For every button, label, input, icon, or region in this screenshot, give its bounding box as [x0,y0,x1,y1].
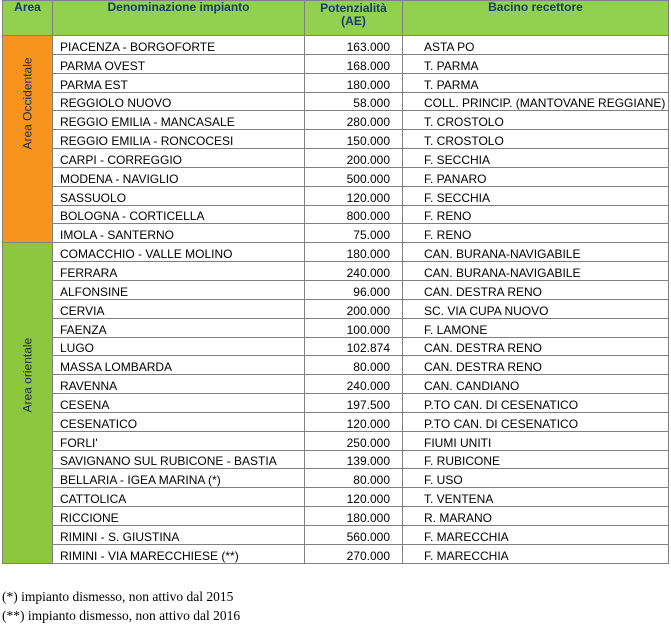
plant-basin: SC. VIA CUPA NUOVO [403,299,669,318]
plant-name: CESENA [53,394,305,413]
plant-basin: CAN. CANDIANO [403,375,669,394]
plant-capacity: 75.000 [305,224,403,243]
plant-capacity: 200.000 [305,299,403,318]
plant-basin: T. CROSTOLO [403,130,669,149]
plant-capacity: 120.000 [305,488,403,507]
plants-table [2,0,669,564]
header-area: Area [3,1,53,36]
plant-name: CATTOLICA [53,488,305,507]
plant-capacity: 180.000 [305,73,403,92]
plant-name: SASSUOLO [53,186,305,205]
table-row [3,450,669,469]
plant-name: CARPI - CORREGGIO [53,149,305,168]
plant-basin: F. MARECCHIA [403,544,669,563]
plant-name: REGGIO EMILIA - MANCASALE [53,111,305,130]
table-row [3,149,669,168]
table-row [3,205,669,224]
table-row [3,299,669,318]
plant-name: SAVIGNANO SUL RUBICONE - BASTIA [53,450,305,469]
plant-capacity: 560.000 [305,525,403,544]
table-row [3,525,669,544]
footnote: (**) impianto dismesso, non attivo dal 2016 [2,608,241,623]
plant-name: IMOLA - SANTERNO [53,224,305,243]
area-cell-occidentale [3,36,53,243]
table-row [3,186,669,205]
plant-basin: CAN. DESTRA RENO [403,337,669,356]
plant-basin: F. USO [403,469,669,488]
plant-capacity: 120.000 [305,186,403,205]
plant-name: RAVENNA [53,375,305,394]
plant-name: MODENA - NAVIGLIO [53,167,305,186]
plant-name: RICCIONE [53,507,305,526]
plant-basin: CAN. BURANA-NAVIGABILE [403,243,669,262]
plant-name: CERVIA [53,299,305,318]
plant-capacity: 280.000 [305,111,403,130]
footnotes [2,587,240,625]
table-row [3,318,669,337]
plant-name: MASSA LOMBARDA [53,356,305,375]
table-row [3,130,669,149]
table-row [3,280,669,299]
plant-capacity: 200.000 [305,149,403,168]
plant-name: BOLOGNA - CORTICELLA [53,205,305,224]
plant-basin: CAN. BURANA-NAVIGABILE [403,262,669,281]
plant-basin: F. RENO [403,205,669,224]
table-row [3,54,669,73]
plant-name: PARMA EST [53,73,305,92]
table-row [3,111,669,130]
table-row [3,431,669,450]
plant-basin: F. RUBICONE [403,450,669,469]
plant-capacity: 80.000 [305,356,403,375]
table-body [3,36,669,564]
plant-basin: P.TO CAN. DI CESENATICO [403,394,669,413]
area-cell-orientale [3,243,53,563]
plant-basin: T. CROSTOLO [403,111,669,130]
table-header-row [3,1,669,36]
plant-name: RIMINI - S. GIUSTINA [53,525,305,544]
plant-capacity: 139.000 [305,450,403,469]
plant-capacity: 800.000 [305,205,403,224]
table-row [3,507,669,526]
plant-basin: CAN. DESTRA RENO [403,356,669,375]
header-potenzialita-line2: (AE) [341,14,366,28]
table-row [3,337,669,356]
area-label-occidentale: Area Occidentale [20,57,34,150]
plant-basin: F. PANARO [403,167,669,186]
plant-capacity: 102.874 [305,337,403,356]
table-row [3,224,669,243]
plant-capacity: 120.000 [305,412,403,431]
plant-basin: CAN. DESTRA RENO [403,280,669,299]
plant-capacity: 250.000 [305,431,403,450]
plant-name: PIACENZA - BORGOFORTE [53,36,305,55]
plant-name: REGGIOLO NUOVO [53,92,305,111]
plant-name: RIMINI - VIA MARECCHIESE (**) [53,544,305,563]
plant-name: ALFONSINE [53,280,305,299]
plant-name: PARMA OVEST [53,54,305,73]
plant-capacity: 58.000 [305,92,403,111]
plant-capacity: 150.000 [305,130,403,149]
table-row [3,356,669,375]
plant-capacity: 270.000 [305,544,403,563]
table-row [3,469,669,488]
plant-name: BELLARIA - IGEA MARINA (*) [53,469,305,488]
plant-basin: P.TO CAN. DI CESENATICO [403,412,669,431]
table-row [3,394,669,413]
header-bacino: Bacino recettore [403,1,669,36]
header-potenzialita-line1: Potenzialità [320,1,387,15]
plant-basin: F. RENO [403,224,669,243]
plant-name: FERRARA [53,262,305,281]
plant-capacity: 240.000 [305,262,403,281]
plant-capacity: 197.500 [305,394,403,413]
plant-name: REGGIO EMILIA - RONCOCESI [53,130,305,149]
plant-name: FAENZA [53,318,305,337]
plant-capacity: 80.000 [305,469,403,488]
header-denominazione: Denominazione impianto [53,1,305,36]
plant-name: COMACCHIO - VALLE MOLINO [53,243,305,262]
table-row [3,488,669,507]
table-row [3,167,669,186]
plant-capacity: 180.000 [305,243,403,262]
plant-basin: F. SECCHIA [403,186,669,205]
plant-basin: R. MARANO [403,507,669,526]
plant-capacity: 240.000 [305,375,403,394]
area-label-orientale: Area orientale [20,338,34,413]
table-row [3,375,669,394]
table-row [3,544,669,563]
plant-name: LUGO [53,337,305,356]
table-row [3,92,669,111]
table-row [3,243,669,262]
footnote: (*) impianto dismesso, non attivo dal 2015 [2,589,234,604]
plant-capacity: 500.000 [305,167,403,186]
table-row [3,36,669,55]
table-row [3,262,669,281]
plant-basin: F. MARECCHIA [403,525,669,544]
plant-capacity: 96.000 [305,280,403,299]
header-potenzialita [305,1,403,36]
table-row [3,412,669,431]
plant-basin: T. VENTENA [403,488,669,507]
plant-basin: T. PARMA [403,54,669,73]
plant-capacity: 163.000 [305,36,403,55]
plant-basin: FIUMI UNITI [403,431,669,450]
plant-basin: T. PARMA [403,73,669,92]
table-row [3,73,669,92]
plant-basin: F. SECCHIA [403,149,669,168]
plant-basin: COLL. PRINCIP. (MANTOVANE REGGIANE) [403,92,669,111]
plant-basin: ASTA PO [403,36,669,55]
plant-capacity: 168.000 [305,54,403,73]
plant-name: FORLI' [53,431,305,450]
plant-name: CESENATICO [53,412,305,431]
plant-capacity: 100.000 [305,318,403,337]
plant-capacity: 180.000 [305,507,403,526]
plant-basin: F. LAMONE [403,318,669,337]
